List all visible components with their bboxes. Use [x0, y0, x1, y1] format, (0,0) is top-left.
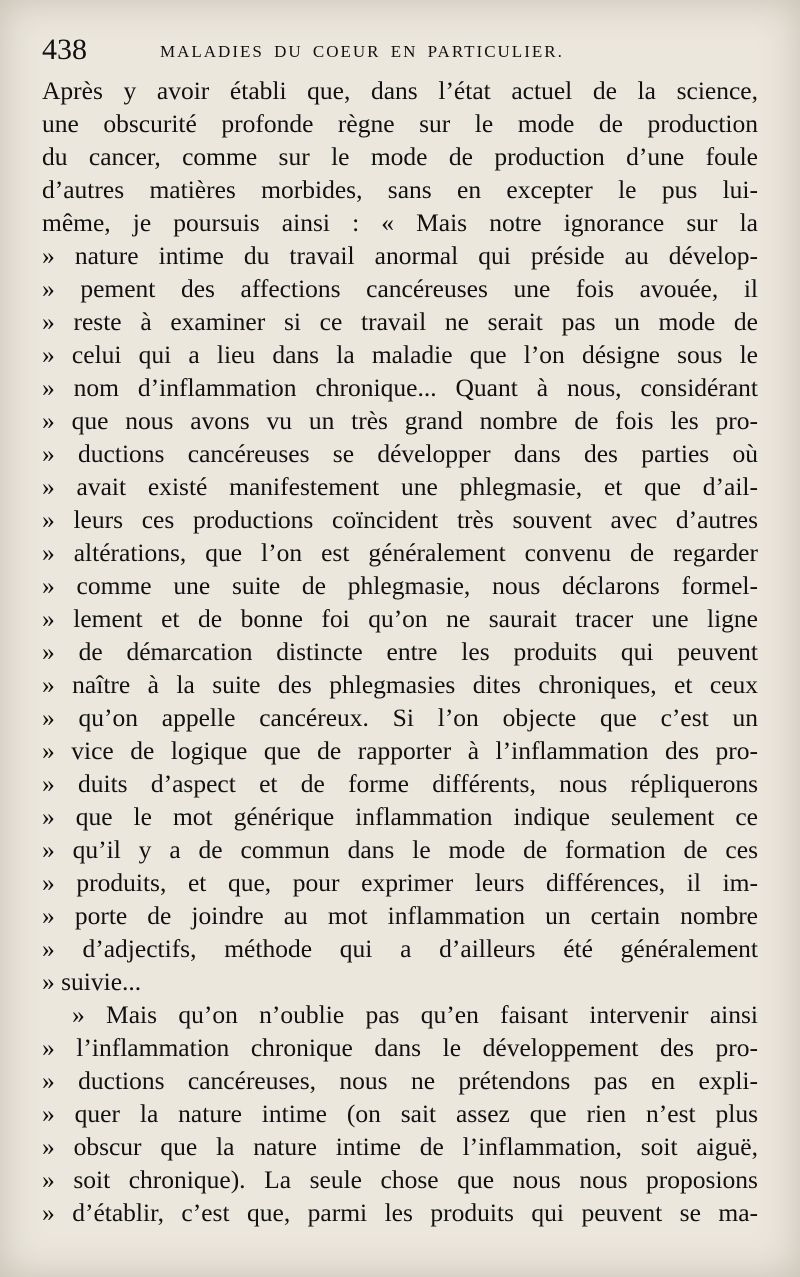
- text-line: » altérations, que l’on est généralement convenu de regarder: [42, 538, 758, 567]
- text-line: » que le mot générique inflammation indique seulement ce: [42, 802, 758, 831]
- text-line: » duits d’aspect et de forme différents, nous répliquerons: [42, 769, 758, 798]
- text-line: même, je poursuis ainsi : « Mais notre ignorance sur la: [42, 208, 758, 237]
- text-line: » l’inflammation chronique dans le développement des pro-: [42, 1033, 758, 1062]
- text-line: » nature intime du travail anormal qui préside au dévelop-: [42, 241, 758, 270]
- text-line: » pement des affections cancéreuses une fois avouée, il: [42, 274, 758, 303]
- text-line: » porte de joindre au mot inflammation un certain nombre: [42, 901, 758, 930]
- text-line: » suivie...: [42, 967, 142, 996]
- text-line: » lement et de bonne foi qu’on ne saurait tracer une ligne: [42, 604, 758, 633]
- body-text: [42, 74, 758, 1229]
- text-line: » leurs ces productions coïncident très souvent avec d’autres: [42, 505, 758, 534]
- text-line: » vice de logique que de rapporter à l’inflammation des pro-: [42, 736, 758, 765]
- text-line: » d’adjectifs, méthode qui a d’ailleurs été généralement: [42, 934, 758, 963]
- text-line: » reste à examiner si ce travail ne serait pas un mode de: [42, 307, 758, 336]
- text-line: » qu’il y a de commun dans le mode de formation de ces: [42, 835, 758, 864]
- text-line: » soit chronique). La seule chose que nous nous proposions: [42, 1165, 758, 1194]
- text-line: » avait existé manifestement une phlegmasie, et que d’ail-: [42, 472, 758, 501]
- text-line: une obscurité profonde règne sur le mode de production: [42, 109, 758, 138]
- text-line: » naître à la suite des phlegmasies dites chroniques, et ceux: [42, 670, 758, 699]
- text-line: » produits, et que, pour exprimer leurs différences, il im-: [42, 868, 758, 897]
- page-header: [42, 30, 758, 70]
- text-line: » obscur que la nature intime de l’inflammation, soit aiguë,: [42, 1132, 758, 1161]
- text-line: Après y avoir établi que, dans l’état actuel de la science,: [42, 76, 758, 105]
- text-line: » ductions cancéreuses, nous ne prétendons pas en expli-: [42, 1066, 758, 1095]
- text-line: » de démarcation distincte entre les produits qui peuvent: [42, 637, 758, 666]
- text-line: » quer la nature intime (on sait assez que rien n’est plus: [42, 1099, 758, 1128]
- page-number: 438: [42, 33, 87, 66]
- text-line: du cancer, comme sur le mode de production d’une foule: [42, 142, 758, 171]
- running-title: MALADIES DU COEUR EN PARTICULIER.: [160, 42, 564, 61]
- text-line: » d’établir, c’est que, parmi les produits qui peuvent se ma-: [42, 1198, 758, 1227]
- text-line: » qu’on appelle cancéreux. Si l’on objecte que c’est un: [42, 703, 758, 732]
- text-line: » ductions cancéreuses se développer dans des parties où: [42, 439, 758, 468]
- text-line: » Mais qu’on n’oublie pas qu’en faisant intervenir ainsi: [72, 1000, 758, 1029]
- text-line: d’autres matières morbides, sans en excepter le pus lui-: [42, 175, 758, 204]
- text-line: » que nous avons vu un très grand nombre de fois les pro-: [42, 406, 758, 435]
- text-line: » comme une suite de phlegmasie, nous déclarons formel-: [42, 571, 758, 600]
- text-line: » nom d’inflammation chronique... Quant à nous, considérant: [42, 373, 758, 402]
- text-line: » celui qui a lieu dans la maladie que l’on désigne sous le: [42, 340, 758, 369]
